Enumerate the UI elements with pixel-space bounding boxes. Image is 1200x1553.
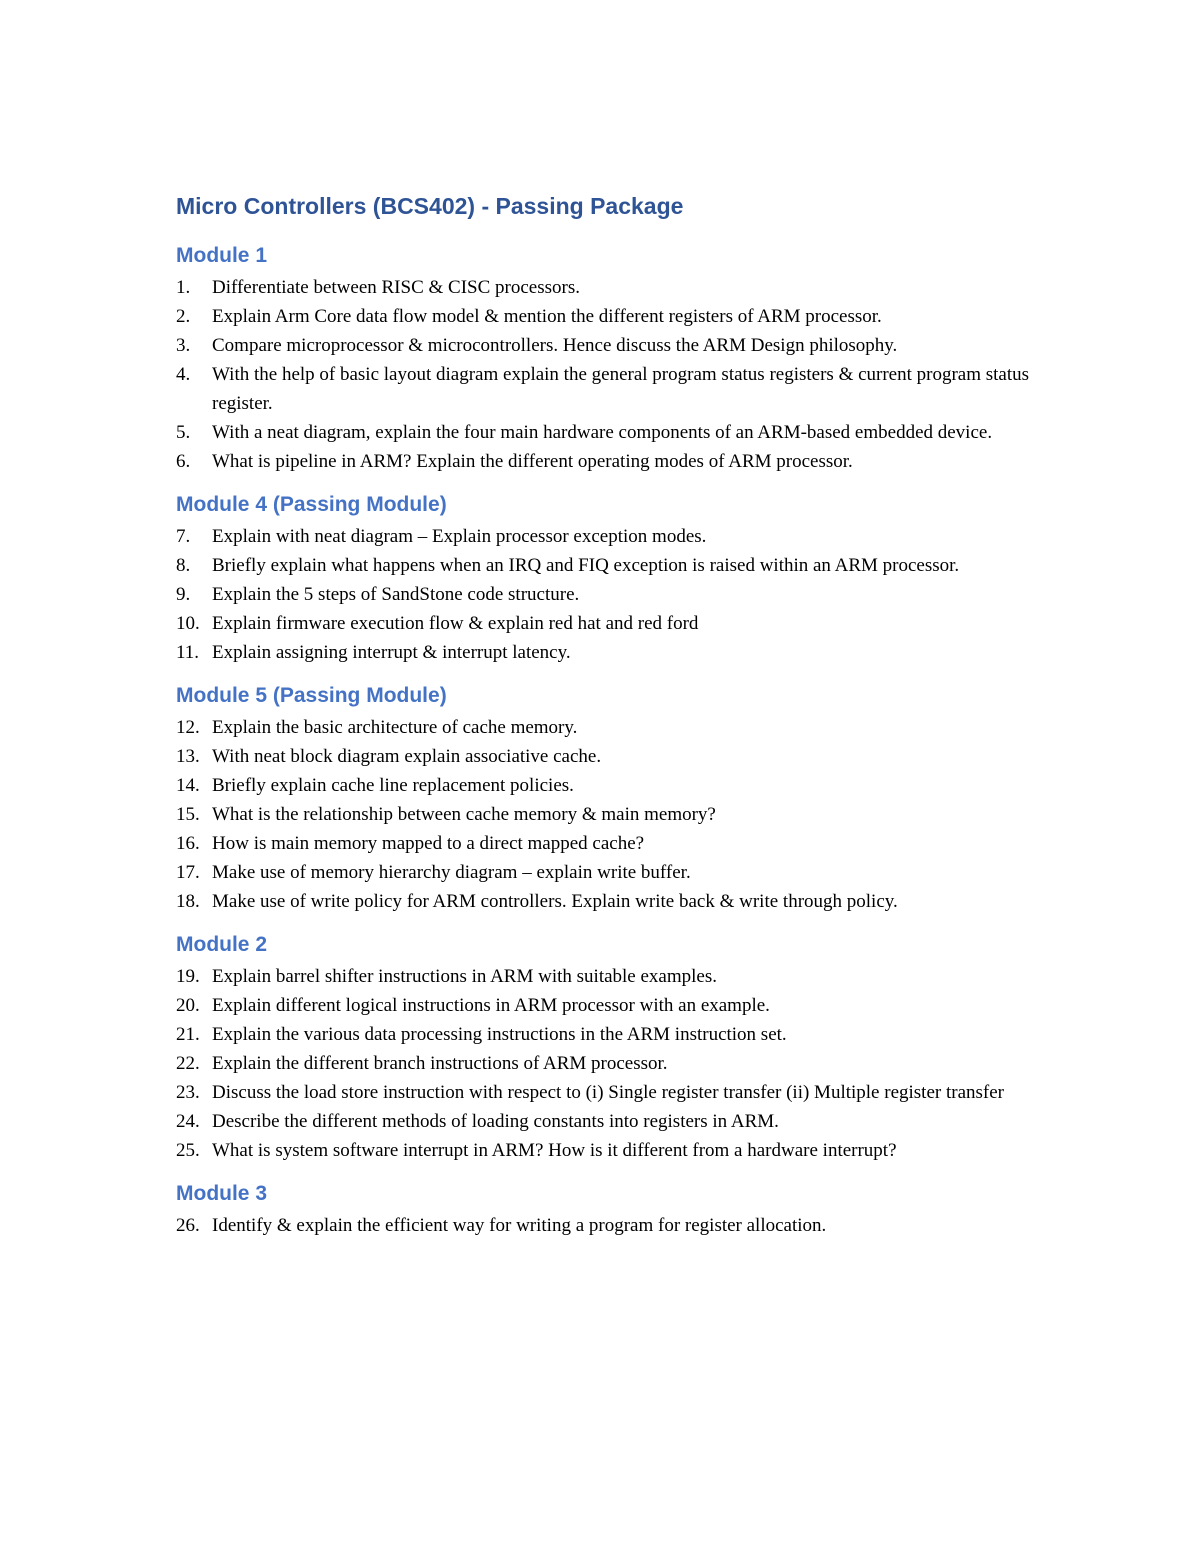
question-item — [176, 1020, 1056, 1049]
question-item — [176, 360, 1056, 418]
question-number: 15. — [176, 804, 200, 825]
question-item — [176, 1211, 1056, 1240]
question-text: Explain the different branch instructions of ARM processor. — [212, 1053, 668, 1074]
question-text: Make use of memory hierarchy diagram – explain write buffer. — [212, 862, 691, 883]
question-item — [176, 713, 1056, 742]
question-item — [176, 609, 1056, 638]
question-number: 20. — [176, 995, 200, 1016]
question-text: Describe the different methods of loading constants into registers in ARM. — [212, 1111, 779, 1132]
question-number: 25. — [176, 1140, 200, 1161]
question-number: 7. — [176, 526, 191, 547]
question-item — [176, 962, 1056, 991]
module-heading: Module 2 — [176, 933, 268, 956]
question-item — [176, 302, 1056, 331]
document-content — [176, 190, 1056, 1254]
module-section — [176, 930, 1056, 1165]
question-text: Briefly explain cache line replacement policies. — [212, 775, 574, 796]
question-item — [176, 522, 1056, 551]
question-text: Explain the basic architecture of cache memory. — [212, 717, 578, 738]
question-item — [176, 829, 1056, 858]
question-text: Explain firmware execution flow & explain red hat and red ford — [212, 613, 699, 634]
question-item — [176, 742, 1056, 771]
question-item — [176, 991, 1056, 1020]
question-number: 16. — [176, 833, 200, 854]
question-number: 21. — [176, 1024, 200, 1045]
sections-container — [176, 241, 1056, 1240]
module-heading: Module 1 — [176, 244, 268, 267]
question-number: 5. — [176, 422, 191, 443]
question-number: 26. — [176, 1215, 200, 1236]
question-number: 18. — [176, 891, 200, 912]
question-number: 11. — [176, 642, 200, 663]
question-text: Briefly explain what happens when an IRQ and FIQ exception is raised within an ARM processor. — [212, 555, 960, 576]
question-item — [176, 273, 1056, 302]
question-item — [176, 638, 1056, 667]
question-number: 24. — [176, 1111, 200, 1132]
question-text: With the help of basic layout diagram explain the general program status registers & current program status register. — [212, 364, 1030, 414]
module-section — [176, 681, 1056, 916]
module-section — [176, 241, 1056, 476]
question-number: 8. — [176, 555, 191, 576]
question-text: Explain barrel shifter instructions in ARM with suitable examples. — [212, 966, 717, 987]
question-number: 22. — [176, 1053, 200, 1074]
question-item — [176, 858, 1056, 887]
question-number: 9. — [176, 584, 191, 605]
question-item — [176, 580, 1056, 609]
module-heading: Module 5 (Passing Module) — [176, 684, 447, 707]
module-section — [176, 490, 1056, 667]
question-item — [176, 771, 1056, 800]
question-text: With neat block diagram explain associative cache. — [212, 746, 602, 767]
question-number: 4. — [176, 364, 191, 385]
question-text: What is system software interrupt in ARM? How is it different from a hardware interrupt? — [212, 1140, 897, 1161]
question-list — [176, 962, 1056, 1165]
question-item — [176, 1107, 1056, 1136]
module-heading: Module 3 — [176, 1182, 268, 1205]
question-item — [176, 887, 1056, 916]
question-list — [176, 1211, 1056, 1240]
question-text: Explain the various data processing instructions in the ARM instruction set. — [212, 1024, 787, 1045]
question-text: Make use of write policy for ARM controllers. Explain write back & write through policy. — [212, 891, 898, 912]
question-number: 14. — [176, 775, 200, 796]
question-item — [176, 1049, 1056, 1078]
question-text: Identify & explain the efficient way for writing a program for register allocation. — [212, 1215, 827, 1236]
question-text: How is main memory mapped to a direct mapped cache? — [212, 833, 645, 854]
question-text: Compare microprocessor & microcontrollers. Hence discuss the ARM Design philosophy. — [212, 335, 898, 356]
question-item — [176, 1136, 1056, 1165]
question-item — [176, 800, 1056, 829]
question-item — [176, 447, 1056, 476]
question-number: 10. — [176, 613, 200, 634]
question-number: 3. — [176, 335, 191, 356]
question-number: 1. — [176, 277, 191, 298]
question-number: 17. — [176, 862, 200, 883]
question-number: 2. — [176, 306, 191, 327]
question-text: Differentiate between RISC & CISC processors. — [212, 277, 580, 298]
question-number: 23. — [176, 1082, 200, 1103]
question-list — [176, 273, 1056, 476]
question-text: With a neat diagram, explain the four main hardware components of an ARM-based embedded device. — [212, 422, 993, 443]
question-text: Explain with neat diagram – Explain processor exception modes. — [212, 526, 707, 547]
question-text: What is the relationship between cache memory & main memory? — [212, 804, 716, 825]
question-number: 13. — [176, 746, 200, 767]
document-title: Micro Controllers (BCS402) - Passing Package — [176, 193, 684, 219]
module-section — [176, 1179, 1056, 1240]
question-number: 19. — [176, 966, 200, 987]
question-item — [176, 331, 1056, 360]
question-text: Discuss the load store instruction with respect to (i) Single register transfer (ii) Multiple register transfer — [212, 1082, 1004, 1103]
question-number: 6. — [176, 451, 191, 472]
question-item — [176, 1078, 1056, 1107]
question-text: Explain Arm Core data flow model & mention the different registers of ARM processor. — [212, 306, 882, 327]
question-list — [176, 713, 1056, 916]
module-heading: Module 4 (Passing Module) — [176, 493, 447, 516]
question-text: Explain assigning interrupt & interrupt latency. — [212, 642, 571, 663]
question-text: Explain the 5 steps of SandStone code structure. — [212, 584, 580, 605]
question-text: What is pipeline in ARM? Explain the different operating modes of ARM processor. — [212, 451, 853, 472]
question-item — [176, 551, 1056, 580]
question-list — [176, 522, 1056, 667]
question-number: 12. — [176, 717, 200, 738]
question-item — [176, 418, 1056, 447]
question-text: Explain different logical instructions in ARM processor with an example. — [212, 995, 770, 1016]
